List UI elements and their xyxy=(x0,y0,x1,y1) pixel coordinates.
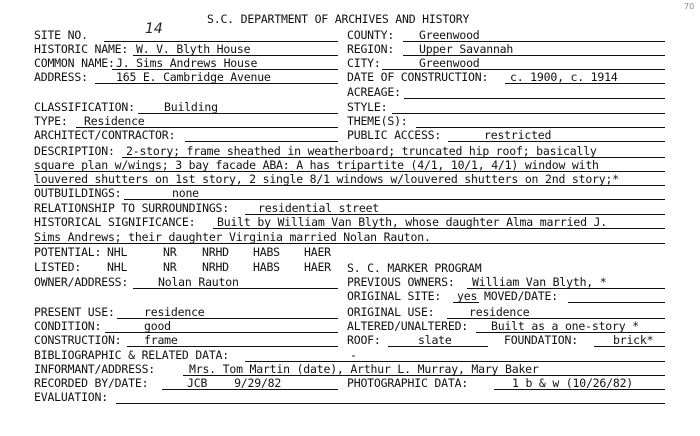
public-access-value: restricted xyxy=(484,128,552,142)
city-value: Greenwood xyxy=(419,56,480,70)
style-line xyxy=(392,113,665,114)
common-name-label: COMMON NAME: xyxy=(34,56,115,70)
description-line-1: 2-story; frame sheathed in weatherboard; truncated hip roof; basically xyxy=(126,144,597,158)
address-label: ADDRESS: xyxy=(34,70,88,84)
type-label: TYPE: xyxy=(34,114,68,128)
region-label: REGION: xyxy=(347,42,395,56)
city-label: CITY: xyxy=(347,56,381,70)
bibliographic-label: BIBLIOGRAPHIC & RELATED DATA: xyxy=(34,348,229,362)
altered-label: ALTERED/UNALTERED: xyxy=(347,319,469,333)
description-rule-3 xyxy=(34,185,665,186)
photographic-label: PHOTOGRAPHIC DATA: xyxy=(347,376,469,390)
date-construction-value: c. 1900, c. 1914 xyxy=(510,70,618,84)
recorded-value: JCB 9/29/82 xyxy=(187,376,282,390)
acreage-line xyxy=(404,98,665,99)
potential-label: POTENTIAL: xyxy=(34,245,102,259)
moved-date-label: MOVED/DATE: xyxy=(484,289,558,303)
marker-program-label: S. C. MARKER PROGRAM xyxy=(347,261,482,275)
type-value: Residence xyxy=(84,114,145,128)
previous-owners-label: PREVIOUS OWNERS: xyxy=(347,275,455,289)
description-line-3: louvered shutters on 1st story, 2 single 8/1 windows w/louvered shutters on 2nd story;* xyxy=(34,172,619,186)
listed-label: LISTED: xyxy=(34,260,82,274)
construction-value: frame xyxy=(144,333,178,347)
outbuildings-value: none xyxy=(172,186,199,200)
architect-label: ARCHITECT/CONTRACTOR: xyxy=(34,128,176,142)
altered-value: Built as a one-story * xyxy=(491,319,639,333)
architect-line xyxy=(185,141,338,142)
original-site-value: yes xyxy=(457,289,478,303)
potential-option: NR xyxy=(163,245,177,259)
roof-line xyxy=(388,346,488,347)
original-use-label: ORIGINAL USE: xyxy=(347,305,435,319)
potential-option: NHL xyxy=(107,245,128,259)
acreage-label: ACREAGE: xyxy=(347,85,401,99)
foundation-label: FOUNDATION: xyxy=(504,333,578,347)
potential-option: HAER xyxy=(304,245,331,259)
historic-name-label: HISTORIC NAME: xyxy=(34,42,129,56)
photographic-line xyxy=(494,389,665,390)
foundation-line xyxy=(594,346,665,347)
previous-owners-value: William Van Blyth, * xyxy=(472,275,607,289)
recorded-line xyxy=(162,389,338,390)
public-access-label: PUBLIC ACCESS: xyxy=(347,128,442,142)
form-header: S.C. DEPARTMENT OF ARCHIVES AND HISTORY xyxy=(207,12,470,26)
site-no-label: SITE NO. xyxy=(34,28,88,42)
construction-line xyxy=(127,346,338,347)
significance-rule-2 xyxy=(34,243,665,244)
public-access-line xyxy=(448,141,665,142)
roof-value: slate xyxy=(418,333,452,347)
original-site-label: ORIGINAL SITE: xyxy=(347,289,442,303)
address-value: 165 E. Cambridge Avenue xyxy=(116,70,271,84)
address-line xyxy=(95,83,338,84)
county-value: Greenwood xyxy=(419,28,480,42)
construction-label: CONSTRUCTION: xyxy=(34,333,122,347)
outbuildings-label: OUTBUILDINGS: xyxy=(34,186,122,200)
classification-value: Building xyxy=(164,100,218,114)
evaluation-line xyxy=(116,403,665,404)
outbuildings-line xyxy=(124,199,665,200)
listed-option: NRHD xyxy=(202,260,229,274)
significance-line-2: Sims Andrews; their daughter Virginia married Nolan Rauton. xyxy=(34,230,431,244)
original-use-value: residence xyxy=(469,305,530,319)
classification-line xyxy=(138,113,338,114)
listed-option: NR xyxy=(163,260,177,274)
foundation-value: brick* xyxy=(613,333,654,347)
site-no-value: 14 xyxy=(145,21,163,37)
region-value: Upper Savannah xyxy=(419,42,514,56)
present-use-value: residence xyxy=(144,305,205,319)
evaluation-label: EVALUATION: xyxy=(34,390,108,404)
condition-line xyxy=(105,332,338,333)
theme-label: THEME(S): xyxy=(347,114,408,128)
informant-label: INFORMANT/ADDRESS: xyxy=(34,362,156,376)
bibliographic-value: - xyxy=(350,348,357,362)
owner-address-label: OWNER/ADDRESS: xyxy=(34,275,129,289)
significance-rule-1 xyxy=(213,228,665,229)
roof-label: ROOF: xyxy=(347,333,381,347)
present-use-label: PRESENT USE: xyxy=(34,305,115,319)
relationship-value: residential street xyxy=(258,201,380,215)
county-label: COUNTY: xyxy=(347,28,395,42)
listed-option: HABS xyxy=(253,260,280,274)
common-name-value: J. Sims Andrews House xyxy=(116,56,258,70)
potential-option: HABS xyxy=(253,245,280,259)
recorded-label: RECORDED BY/DATE: xyxy=(34,376,149,390)
historic-name-value: W. V. Blyth House xyxy=(136,42,251,56)
informant-value: Mrs. Tom Martin (date), Arthur L. Murray, Mary Baker xyxy=(189,362,539,376)
date-construction-label: DATE OF CONSTRUCTION: xyxy=(347,70,489,84)
photographic-value: 1 b & w (10/26/82) xyxy=(512,376,634,390)
date-construction-line xyxy=(505,83,665,84)
listed-option: NHL xyxy=(107,260,128,274)
significance-label: HISTORICAL SIGNIFICANCE: xyxy=(34,215,196,229)
owner-address-line xyxy=(133,288,338,289)
significance-line-1: Built by William Van Blyth, whose daughter Alma married J. xyxy=(217,215,607,229)
moved-date-line xyxy=(568,302,665,303)
classification-label: CLASSIFICATION: xyxy=(34,100,135,114)
owner-address-value: Nolan Rauton xyxy=(158,275,239,289)
style-label: STYLE: xyxy=(347,100,388,114)
description-label: DESCRIPTION: xyxy=(34,144,115,158)
original-site-line xyxy=(453,302,479,303)
listed-option: HAER xyxy=(304,260,331,274)
potential-option: NRHD xyxy=(202,245,229,259)
condition-label: CONDITION: xyxy=(34,319,102,333)
description-line-2: square plan w/wings; 3 bay facade ABA: A has tripartite (4/1, 10/1, 4/1) window with xyxy=(34,158,599,172)
condition-value: good xyxy=(144,319,171,333)
relationship-label: RELATIONSHIP TO SURROUNDINGS: xyxy=(34,201,229,215)
corner-mark: 70 xyxy=(684,2,695,11)
